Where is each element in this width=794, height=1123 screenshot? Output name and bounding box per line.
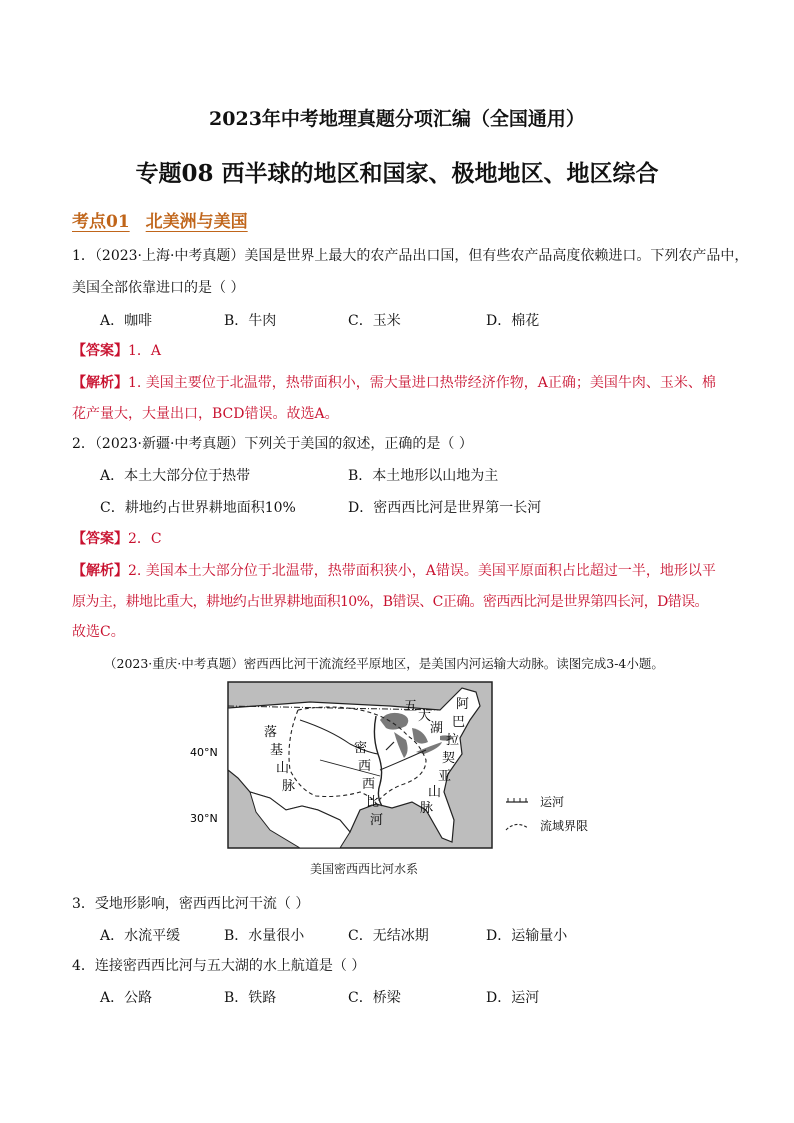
q2-analysis-line1 — [72, 561, 716, 581]
answer-label: 【答案】 — [72, 343, 128, 359]
q1-stem-line2: 美国全部依靠进口的是（ ） — [72, 280, 245, 296]
q1-stem-line1: 1．（2023·上海·中考真题）美国是世界上最大的农产品出口国，但有些农产品高度依赖进口。下列农产品中， — [72, 248, 749, 264]
legend — [506, 795, 588, 833]
app-label-3: 拉 — [446, 733, 460, 748]
miss-label-3: 西 — [362, 777, 376, 792]
section-name: 北美洲与美国 — [145, 212, 248, 232]
q1-analysis-line1 — [72, 373, 716, 393]
mississippi-map — [190, 680, 610, 860]
app-label-4: 契 — [442, 751, 456, 766]
analysis-text: 2. 美国本土大部分位于北温带，热带面积狭小，A错误。美国平原面积占比超过一半，地形以平 — [128, 563, 716, 579]
miss-label-1: 密 — [354, 741, 368, 756]
q4-stem: 4．连接密西西比河与五大湖的水上航道是（ ） — [72, 958, 366, 974]
q2-stem: 2．（2023·新疆·中考真题）下列关于美国的叙述，正确的是（ ） — [72, 436, 473, 452]
miss-label-2: 西 — [358, 759, 372, 774]
app-label-7: 脉 — [420, 801, 434, 816]
legend-boundary-label: 流域界限 — [540, 819, 589, 833]
answer-label: 【答案】 — [72, 531, 128, 547]
q3-stem: 3．受地形影响，密西西比河干流（ ） — [72, 896, 310, 912]
q1-analysis-line2: 花产量大，大量出口，BCD错误。故选A。 — [72, 406, 339, 422]
answer-value: 1．A — [128, 343, 162, 359]
lakes-label-3: 湖 — [430, 721, 444, 736]
q3-option-d: D．运输量小 — [486, 928, 568, 944]
q1-option-a: A．咖啡 — [100, 313, 153, 329]
legend-boundary-symbol — [506, 824, 528, 830]
rocky-label-1: 落 — [264, 725, 278, 740]
document-title: 2023年中考地理真题分项汇编（全国通用） — [209, 108, 585, 130]
app-label-2: 巴 — [452, 715, 466, 730]
topic-title: 专题08 西半球的地区和国家、极地地区、地区综合 — [135, 160, 659, 187]
miss-label-5: 河 — [370, 813, 384, 828]
q4-option-c: C．桥梁 — [348, 990, 401, 1006]
analysis-label: 【解析】 — [72, 375, 128, 391]
answer-value: 2．C — [128, 531, 162, 547]
map-caption: 美国密西西比河水系 — [310, 862, 419, 876]
q4-option-a: A．公路 — [100, 990, 153, 1006]
q2-analysis-line3: 故选C。 — [72, 624, 125, 640]
q3-option-b: B．水量很小 — [224, 928, 305, 944]
q2-option-b: B．本土地形以山地为主 — [348, 468, 499, 484]
q2-option-a: A．本土大部分位于热带 — [100, 468, 251, 484]
miss-label-4: 比 — [366, 795, 380, 810]
lakes-label-1: 五 — [404, 699, 418, 714]
lakes-label-2: 大 — [418, 709, 432, 724]
q2-answer — [72, 529, 162, 549]
q2-analysis-line2: 原为主，耕地比重大，耕地约占世界耕地面积10%，B错误、C正确。密西西比河是世界第四长河，D错误。 — [72, 594, 708, 610]
analysis-text: 1. 美国主要位于北温带，热带面积小，需大量进口热带经济作物，A正确；美国牛肉、玉米、棉 — [128, 375, 716, 391]
section-heading — [72, 207, 248, 232]
q2-option-c: C．耕地约占世界耕地面积10% — [100, 500, 296, 516]
lat-40-label: 40°N — [190, 746, 218, 759]
rocky-label-3: 山 — [276, 761, 290, 776]
passage-intro: （2023·重庆·中考真题）密西西比河干流流经平原地区，是美国内河运输大动脉。读图完成3-4小题。 — [104, 656, 664, 671]
app-label-6: 山 — [428, 785, 442, 800]
mississippi-map-figure — [190, 680, 610, 880]
lat-30-label: 30°N — [190, 812, 218, 825]
legend-canal-label: 运河 — [540, 795, 565, 809]
q2-option-d: D．密西西比河是世界第一长河 — [348, 500, 542, 516]
q1-option-d: D．棉花 — [486, 313, 540, 329]
q1-option-c: C．玉米 — [348, 313, 401, 329]
q1-option-b: B．牛肉 — [224, 313, 277, 329]
q4-option-d: D．运河 — [486, 990, 540, 1006]
section-code: 考点01 — [72, 212, 130, 232]
q3-option-c: C．无结冰期 — [348, 928, 429, 944]
rocky-label-4: 脉 — [282, 779, 296, 794]
q1-answer — [72, 341, 161, 361]
rocky-label-2: 基 — [270, 743, 284, 758]
app-label-1: 阿 — [456, 697, 470, 712]
app-label-5: 亚 — [438, 769, 452, 784]
q3-option-a: A．水流平缓 — [100, 928, 181, 944]
analysis-label: 【解析】 — [72, 563, 128, 579]
q4-option-b: B．铁路 — [224, 990, 277, 1006]
